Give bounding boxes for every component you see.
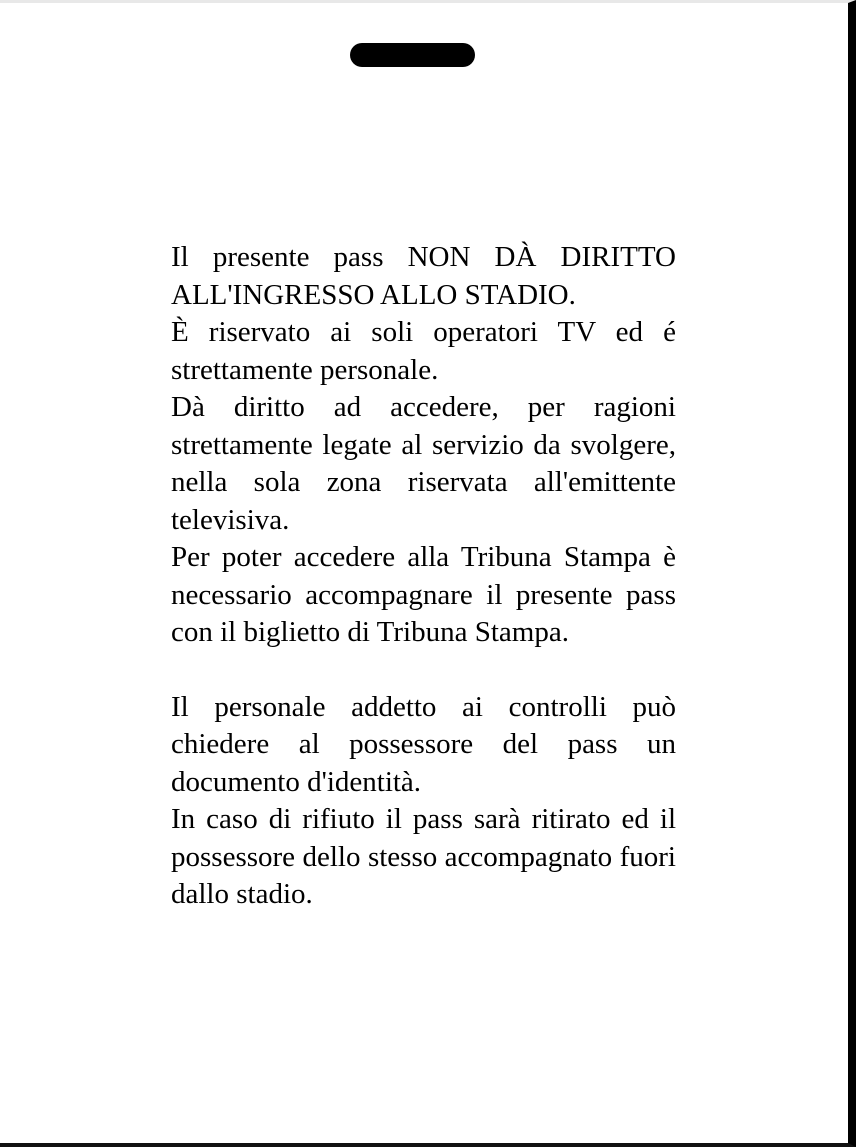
- rule-no-entry: Il presente pass NON DÀ DIRITTO ALL'INGRESSO ALLO STADIO.: [171, 241, 676, 311]
- pass-rules-text: [171, 239, 676, 914]
- rule-press-box: Per poter accedere alla Tribuna Stampa è necessario accompagnare il presente pass con il biglietto di Tribuna Stampa.: [171, 541, 676, 648]
- rule-reserved-zone: Dà diritto ad accedere, per ragioni strettamente legate al servizio da svolgere, nella sola zona riservata all'emittente televisiva.: [171, 391, 676, 536]
- rule-tv-operators-only: È riservato ai soli operatori TV ed é strettamente personale.: [171, 316, 676, 386]
- paragraph-gap: [171, 652, 676, 689]
- rule-identity-check: Il personale addetto ai controlli può chiedere al possessore del pass un documento d'identità.: [171, 690, 676, 798]
- lanyard-slot: [350, 43, 475, 67]
- rule-refusal: In caso di rifiuto il pass sarà ritirato ed il possessore dello stesso accompagnato fuori dallo stadio.: [171, 803, 676, 910]
